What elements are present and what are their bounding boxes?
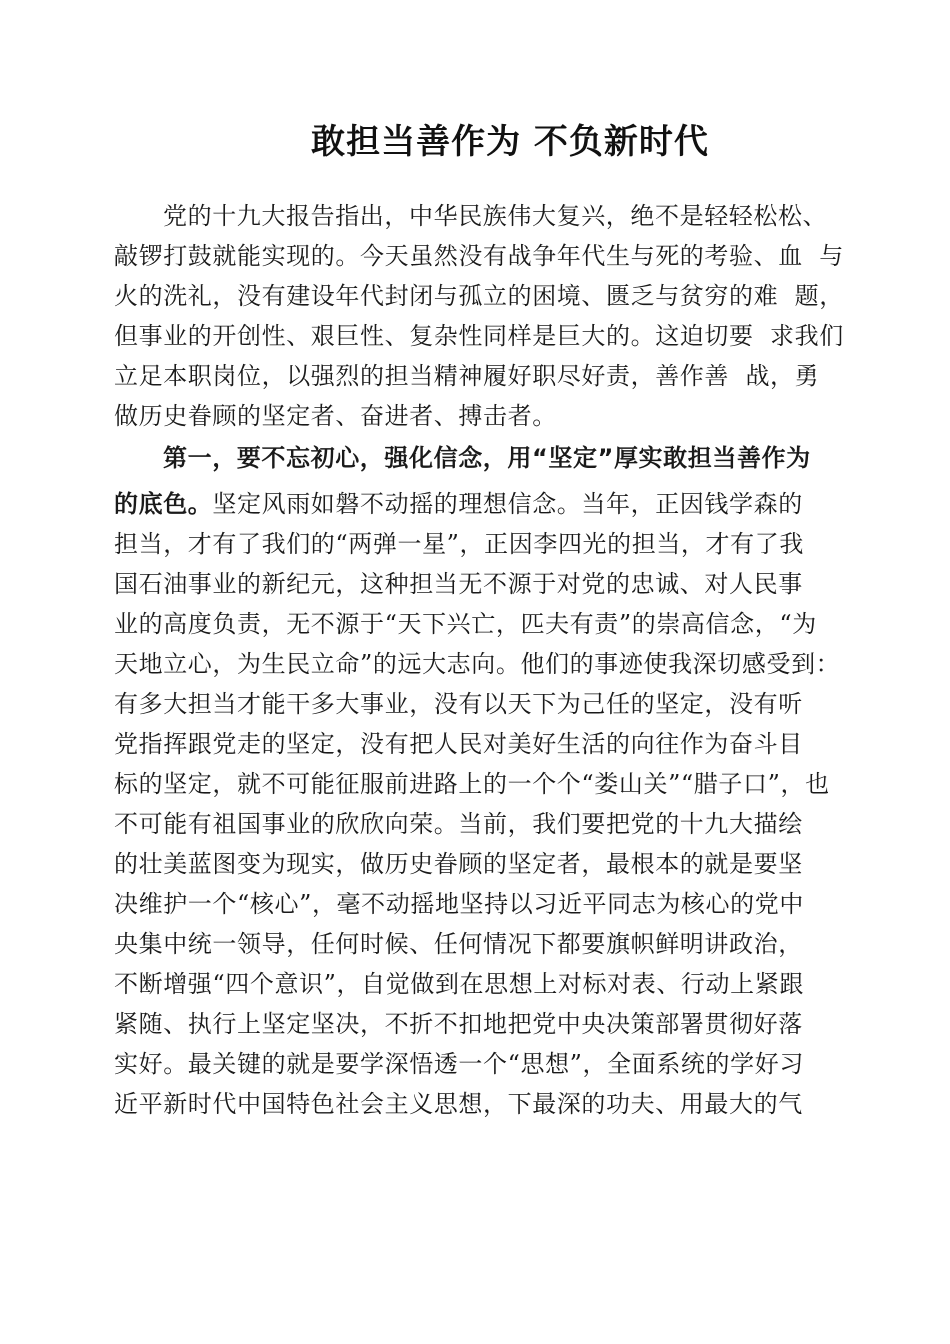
paragraph-line: 央集中统一领导，任何时候、任何情况下都要旗帜鲜明讲政治，: [114, 930, 803, 958]
paragraph-line: 火的洗礼，没有建设年代封闭与孤立的困境、匮乏与贫穷的难 题，: [114, 282, 844, 310]
section-heading: [163, 438, 811, 478]
paragraph-text: 坚定风雨如磐不动摇的理想信念。当年，正因钱学森的: [212, 490, 803, 518]
paragraph-line: 担当，才有了我们的“两弹一星”，正因李四光的担当，才有了我: [114, 530, 804, 558]
paragraph-line: 有多大担当才能干多大事业，没有以天下为己任的坚定，没有听: [114, 690, 803, 718]
paragraph-line: 近平新时代中国特色社会主义思想，下最深的功夫、用最大的气: [114, 1090, 803, 1118]
paragraph-line: 标的坚定，就不可能征服前进路上的一个个“娄山关”“腊子口”，也: [114, 770, 830, 798]
paragraph-line: 党的十九大报告指出，中华民族伟大复兴，绝不是轻轻松松、: [163, 202, 828, 230]
paragraph-line: 敲锣打鼓就能实现的。今天虽然没有战争年代生与死的考验、血 与: [114, 242, 844, 270]
paragraph-line: 国石油事业的新纪元，这种担当无不源于对党的忠诚、对人民事: [114, 570, 803, 598]
paragraph-line: 决维护一个“核心”，毫不动摇地坚持以习近平同志为核心的党中: [114, 890, 804, 918]
section-heading-tail: 的底色。: [114, 490, 213, 518]
paragraph-line: 不可能有祖国事业的欣欣向荣。当前，我们要把党的十九大描绘: [114, 810, 803, 838]
paragraph-line: 立足本职岗位，以强烈的担当精神履好职尽好责，善作善 战，勇: [114, 362, 820, 390]
document-title: 敢担当善作为 不负新时代: [311, 122, 709, 162]
section-heading-continuation: [114, 484, 803, 524]
paragraph-line: 的壮美蓝图变为现实，做历史眷顾的坚定者，最根本的就是要坚: [114, 850, 803, 878]
paragraph-line: 党指挥跟党走的坚定，没有把人民对美好生活的向往作为奋斗目: [114, 730, 803, 758]
paragraph-line: 做历史眷顾的坚定者、奋进者、搏击者。: [114, 402, 557, 430]
paragraph-line: 但事业的开创性、艰巨性、复杂性同样是巨大的。这迫切要 求我们: [114, 322, 844, 350]
paragraph-line: 实好。最关键的就是要学深悟透一个“思想”，全面系统的学好习: [114, 1050, 804, 1078]
paragraph-line: 紧随、执行上坚定坚决，不折不扣地把党中央决策部署贯彻好落: [114, 1010, 803, 1038]
paragraph-line: 业的高度负责，无不源于“天下兴亡，匹夫有责”的崇高信念，“为: [114, 610, 817, 638]
paragraph-line: 不断增强“四个意识”，自觉做到在思想上对标对表、行动上紧跟: [114, 970, 804, 998]
section-heading-text: 第一，要不忘初心，强化信念，用“坚定”厚实敢担当善作为: [163, 444, 811, 472]
paragraph-line: 天地立心，为生民立命”的远大志向。他们的事迹使我深切感受到：: [114, 650, 841, 678]
